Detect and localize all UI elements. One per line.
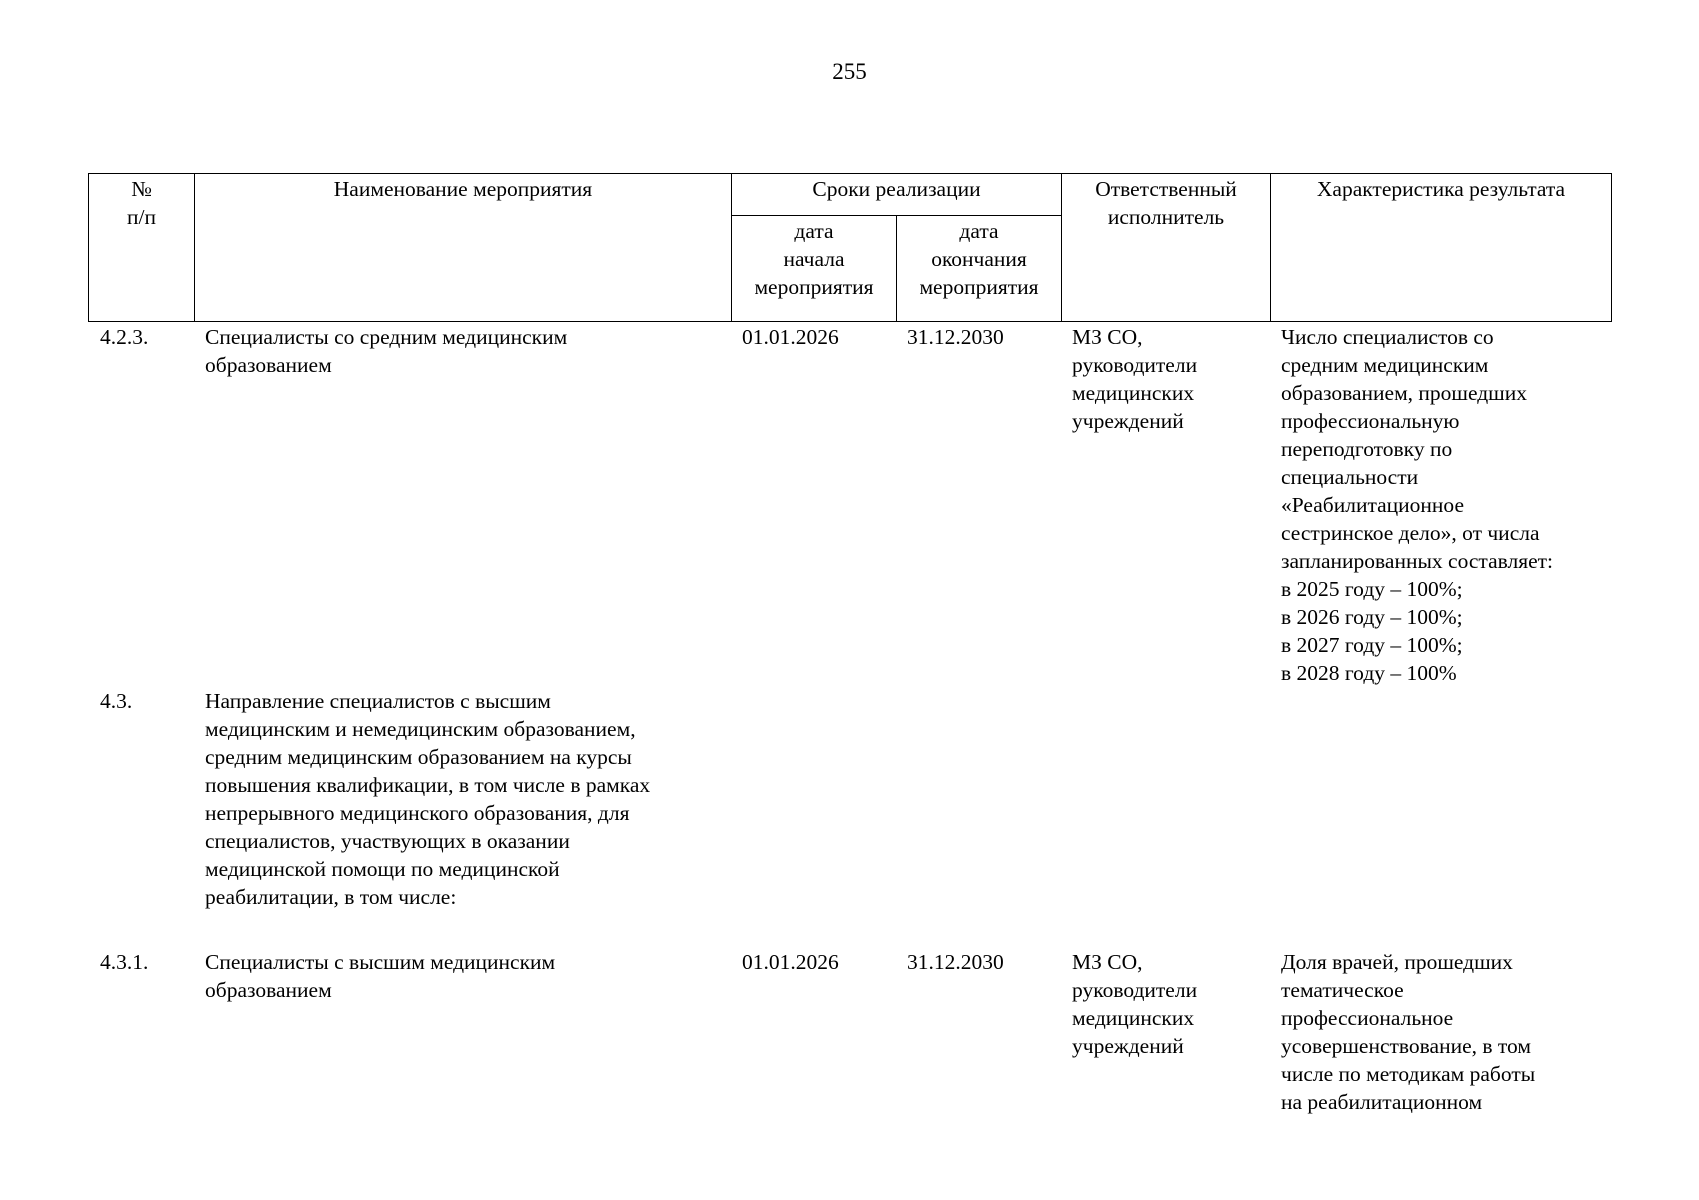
header-result-text: Характеристика результата [1316, 177, 1566, 201]
row-name: Специалисты со средним медицинским образованием [205, 325, 568, 377]
row-executor: МЗ СО, руководители медицинских учреждений [1072, 325, 1198, 433]
table-row [88, 323, 1611, 687]
table-body [88, 323, 1611, 1128]
page-number: 255 [832, 59, 867, 84]
header-result [1271, 174, 1612, 322]
row-start-date [731, 687, 896, 948]
row-result [1270, 687, 1611, 948]
header-start-date [732, 216, 897, 322]
header-name [195, 174, 732, 322]
row-name: Специалисты с высшим медицинским образованием [205, 950, 556, 1002]
header-period [732, 174, 1062, 216]
row-end-date: 31.12.2030 [907, 950, 1004, 974]
row-start-date: 01.01.2026 [742, 950, 839, 974]
header-name-text: Наименование мероприятия [333, 177, 593, 201]
row-result: Доля врачей, прошедших тематическое профессиональное усовершенствование, в том числе по методикам работы на реабилитационном [1281, 950, 1536, 1114]
header-period-text: Сроки реализации [812, 177, 981, 201]
table-row [88, 687, 1611, 948]
row-name: Направление специалистов с высшим медицинским и немедицинским образованием, средним медицинским образованием на курсы повышения квалификации, в том числе в рамках непрерывного медицинского образования, для специалистов, участвующих в оказании медицинской помощи по медицинской реабилитации, в том числе: [205, 689, 651, 909]
table-header [88, 173, 1612, 322]
header-start-date-text: дата начала мероприятия [754, 219, 874, 299]
row-number: 4.3. [100, 689, 133, 713]
header-end-date [897, 216, 1062, 322]
table-row [88, 948, 1611, 1128]
row-executor: МЗ СО, руководители медицинских учреждений [1072, 950, 1198, 1058]
row-end-date [896, 687, 1061, 948]
row-number: 4.3.1. [100, 950, 149, 974]
header-executor [1062, 174, 1271, 322]
row-number: 4.2.3. [100, 325, 149, 349]
row-result: Число специалистов со средним медицинским образованием, прошедших профессиональную переподготовку по специальности «Реабилитационное сестринское дело», от числа запланированных составляет: в 2025 году – 100%; в 2026 году – 100%; в 2027 году – 100%; в 2028 году – 100% [1281, 325, 1554, 685]
row-start-date: 01.01.2026 [742, 325, 839, 349]
row-end-date: 31.12.2030 [907, 325, 1004, 349]
header-end-date-text: дата окончания мероприятия [919, 219, 1039, 299]
header-number-text: № п/п [127, 177, 156, 229]
row-executor [1061, 687, 1270, 948]
header-number [89, 174, 195, 322]
header-executor-text: Ответственный исполнитель [1095, 177, 1237, 229]
